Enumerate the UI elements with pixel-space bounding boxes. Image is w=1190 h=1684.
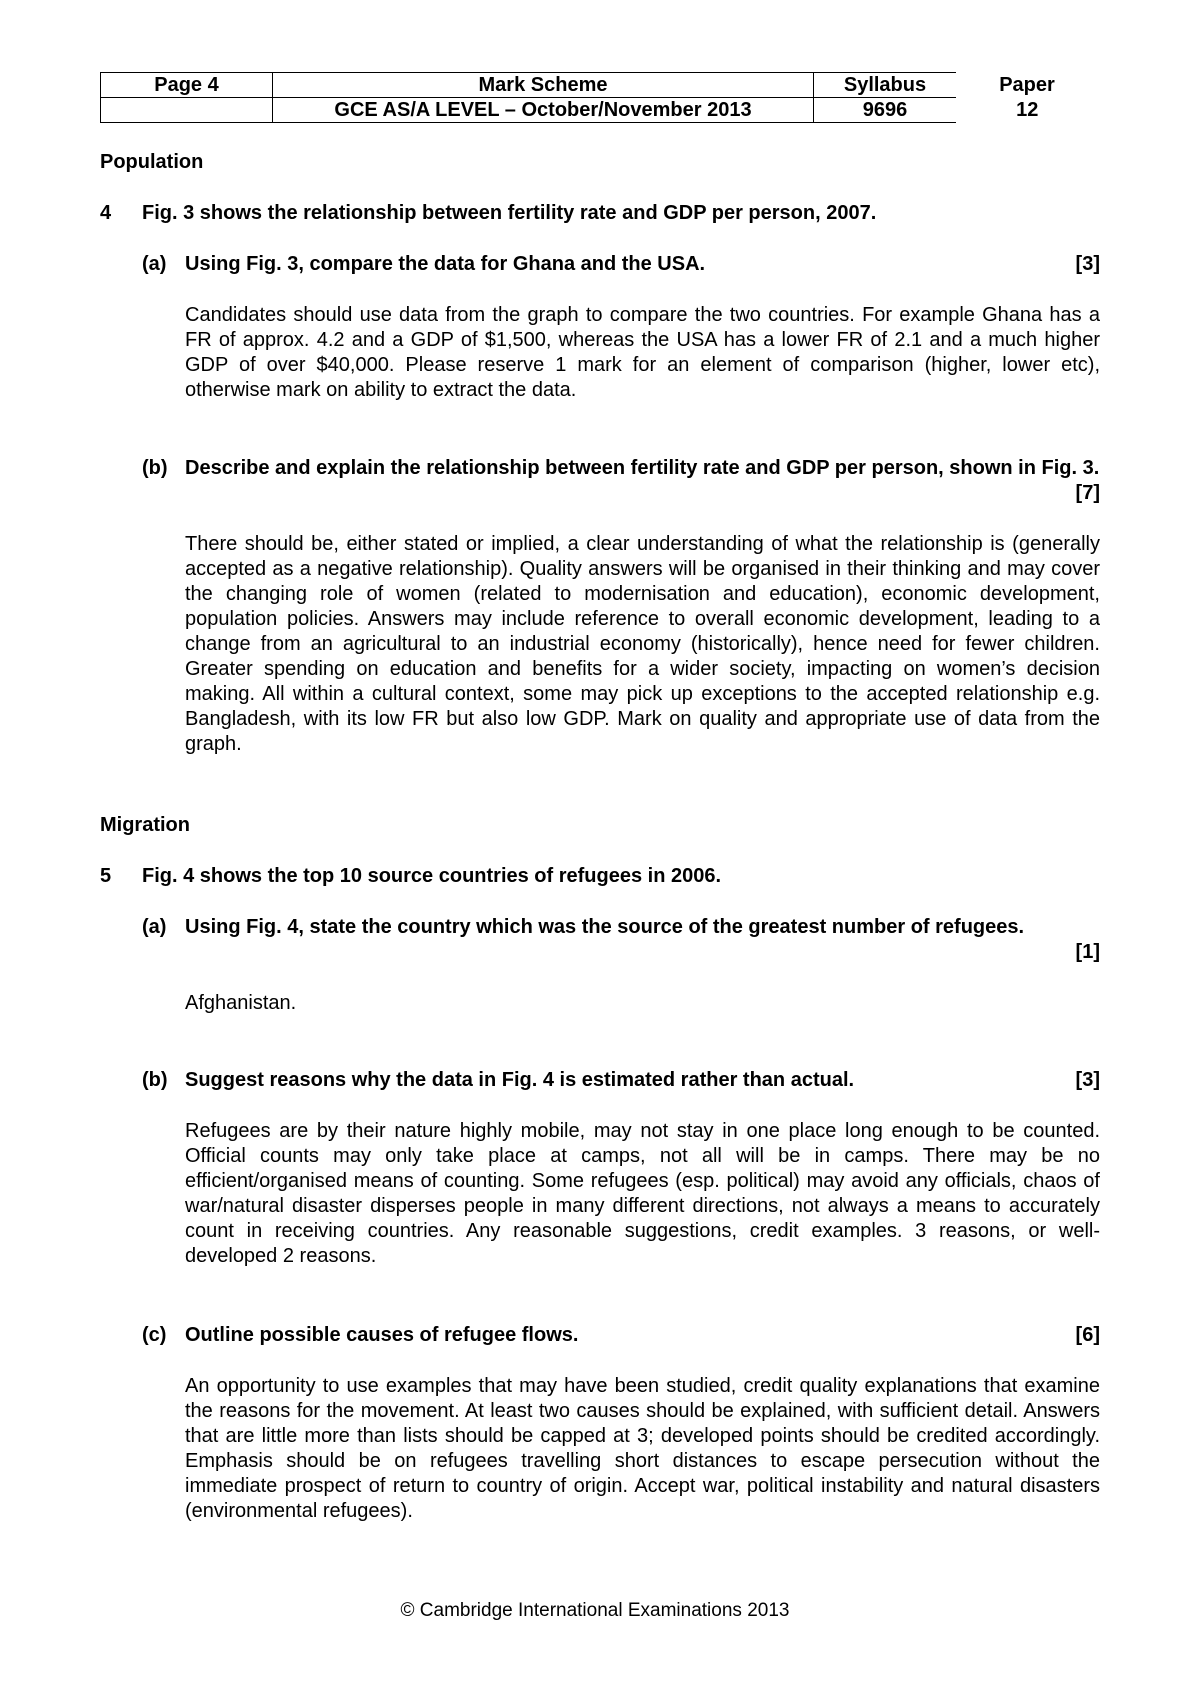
part-label: (a) <box>142 916 167 938</box>
copyright-footer: © Cambridge International Examinations 2013 <box>400 1600 790 1621</box>
question-text: Fig. 4 shows the top 10 source countries of refugees in 2006. <box>142 865 722 887</box>
answer-text: There should be, either stated or implied, a clear understanding of what the relationship is (generally accepted as a negative relationship). Quality answers will be organised in their thinking and may cover the changing role of women (related to modernisation and education), economic development, population policies. Answers may include reference to overall economic development, leading to a change from an agricultural to an industrial economy (historically), hence need for fewer children. Greater spending on education and benefits for a wider society, impacting on women’s decision making. All within a cultural context, some may pick up exceptions to the accepted relationship e.g. Bangladesh, with its low FR but also low GDP. Mark on quality and appropriate use of data from the graph. <box>185 533 1100 755</box>
section-heading-migration: Migration <box>100 814 190 836</box>
mark-allocation: [3] <box>1075 1069 1100 1091</box>
part-question: Suggest reasons why the data in Fig. 4 is estimated rather than actual. <box>185 1069 855 1091</box>
part-question: Using Fig. 3, compare the data for Ghana and the USA. <box>185 253 706 275</box>
header-row <box>101 73 1099 98</box>
answer-text: Afghanistan. <box>185 992 297 1014</box>
mark-allocation: [6] <box>1075 1324 1100 1346</box>
header-empty-cell <box>101 98 273 123</box>
part-label: (b) <box>142 1069 168 1091</box>
part-question: Using Fig. 4, state the country which was the source of the greatest number of refugees. <box>185 916 1025 938</box>
part-question: Describe and explain the relationship between fertility rate and GDP per person, shown in Fig. 3. <box>185 457 1100 479</box>
syllabus-label: Syllabus <box>814 73 957 98</box>
part-label: (c) <box>142 1324 167 1346</box>
mark-allocation: [3] <box>1075 253 1100 275</box>
header-row <box>101 98 1099 123</box>
page-number: Page 4 <box>101 73 273 98</box>
answer-text: Candidates should use data from the graph to compare the two countries. For example Ghana has a FR of approx. 4.2 and a GDP of $1,500, whereas the USA has a lower FR of 2.1 and a much higher GDP of over $40,000. Please reserve 1 mark for an element of comparison (higher, lower etc), otherwise mark on ability to extract the data. <box>185 304 1100 401</box>
part-label: (a) <box>142 253 167 275</box>
paper-number: 12 <box>1016 99 1039 121</box>
exam-title: GCE AS/A LEVEL – October/November 2013 <box>273 98 814 123</box>
question-number: 4 <box>100 202 112 224</box>
question-text: Fig. 3 shows the relationship between fertility rate and GDP per person, 2007. <box>142 202 877 224</box>
syllabus-code: 9696 <box>814 98 957 123</box>
header-title: Mark Scheme <box>273 73 814 98</box>
part-question: Outline possible causes of refugee flows. <box>185 1324 579 1346</box>
section-heading-population: Population <box>100 151 204 173</box>
question-number: 5 <box>100 865 112 887</box>
answer-text: Refugees are by their nature highly mobile, may not stay in one place long enough to be counted. Official counts may only take place at camps, not all will be in camps. There may be no efficient/organised means of counting. Some refugees (esp. political) may avoid any officials, chaos of war/natural disaster disperses people in many different directions, not always a means to accurately count in receiving countries. Any reasonable suggestions, credit examples. 3 reasons, or well-developed 2 reasons. <box>185 1120 1100 1267</box>
header-table <box>100 72 1099 123</box>
answer-text: An opportunity to use examples that may have been studied, credit quality explanations that examine the reasons for the movement. At least two causes should be explained, with sufficient detail. Answers that are little more than lists should be capped at 3; developed points should be credited accordingly. Emphasis should be on refugees travelling short distances to escape persecution without the immediate prospect of return to country of origin. Accept war, political instability and natural disasters (environmental refugees). <box>185 1375 1100 1522</box>
mark-allocation: [7] <box>1075 482 1100 504</box>
mark-allocation: [1] <box>1075 941 1100 963</box>
paper-label: Paper <box>999 74 1055 96</box>
part-label: (b) <box>142 457 168 479</box>
